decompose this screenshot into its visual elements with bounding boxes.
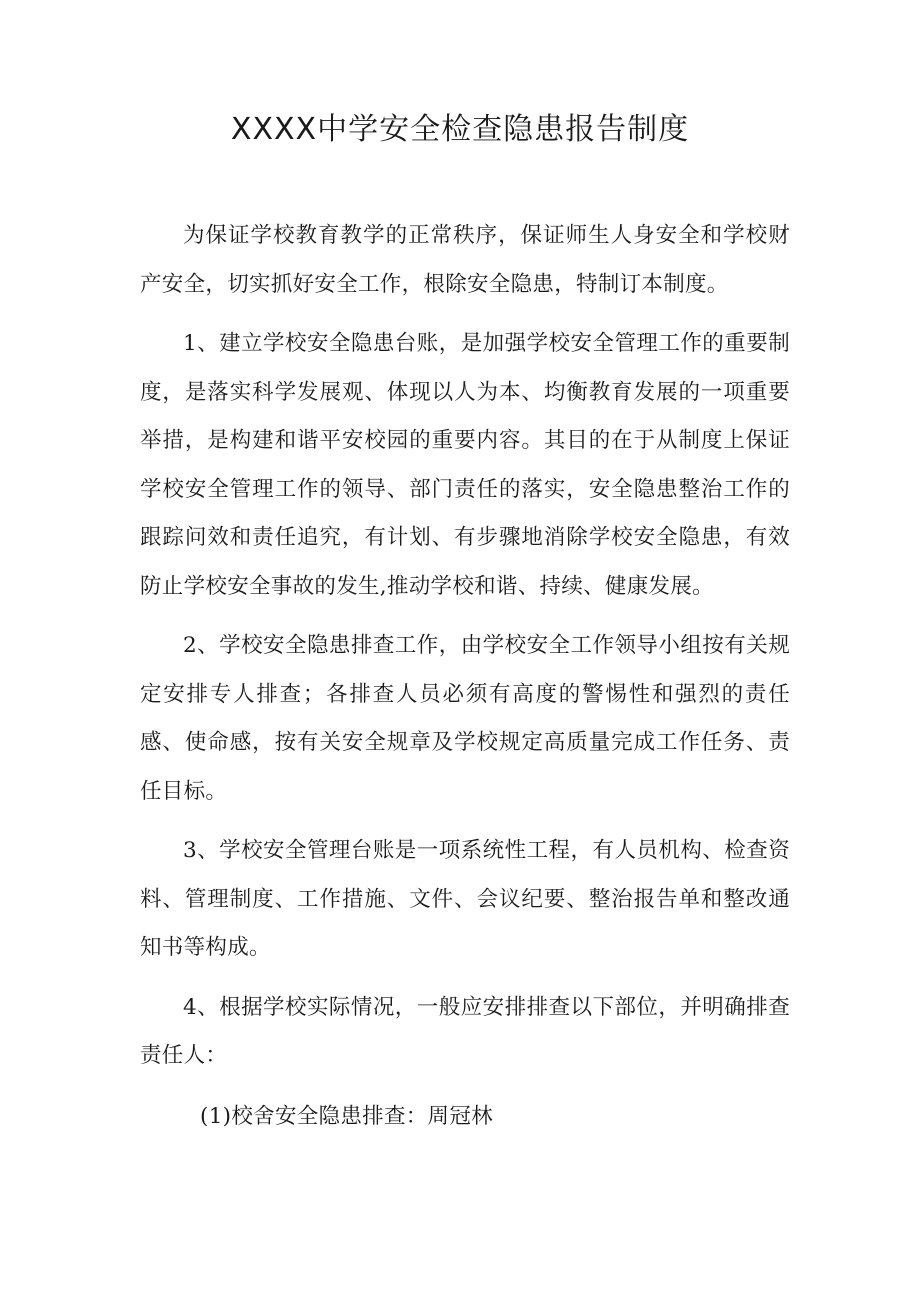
paragraph-item-4: 4、根据学校实际情况，一般应安排排查以下部位，并明确排查责任人： [140,994,790,1068]
document-title: XXXX中学安全检查隐患报告制度 [230,112,690,147]
paragraph-intro: 为保证学校教育教学的正常秩序，保证师生人身安全和学校财产安全，切实抓好安全工作，根除安全隐患，特制订本制度。 [140,223,790,297]
subitem-1: (1)校舍安全隐患排查：周冠林 [200,1103,493,1129]
paragraph-item-1: 1、建立学校安全隐患台账，是加强学校安全管理工作的重要制度，是落实科学发展观、体现以人为本、均衡教育发展的一项重要举措，是构建和谐平安校园的重要内容。其目的在于从制度上保证学校安全管理工作的领导、部门责任的落实，安全隐患整治工作的跟踪问效和责任追究，有计划、有步骤地消除学校安全隐患，有效防止学校安全事故的发生,推动学校和谐、持续、健康发展。 [140,331,790,599]
document-body [140,212,790,1141]
paragraph-item-2: 2、学校安全隐患排查工作，由学校安全工作领导小组按有关规定安排专人排查；各排查人员必须有高度的警惕性和强烈的责任感、使命感，按有关安全规章及学校规定高质量完成工作任务、责任目标。 [140,633,790,804]
paragraph-item-3: 3、学校安全管理台账是一项系统性工程，有人员机构、检查资料、管理制度、工作措施、文件、会议纪要、整治报告单和整改通知书等构成。 [140,838,790,960]
